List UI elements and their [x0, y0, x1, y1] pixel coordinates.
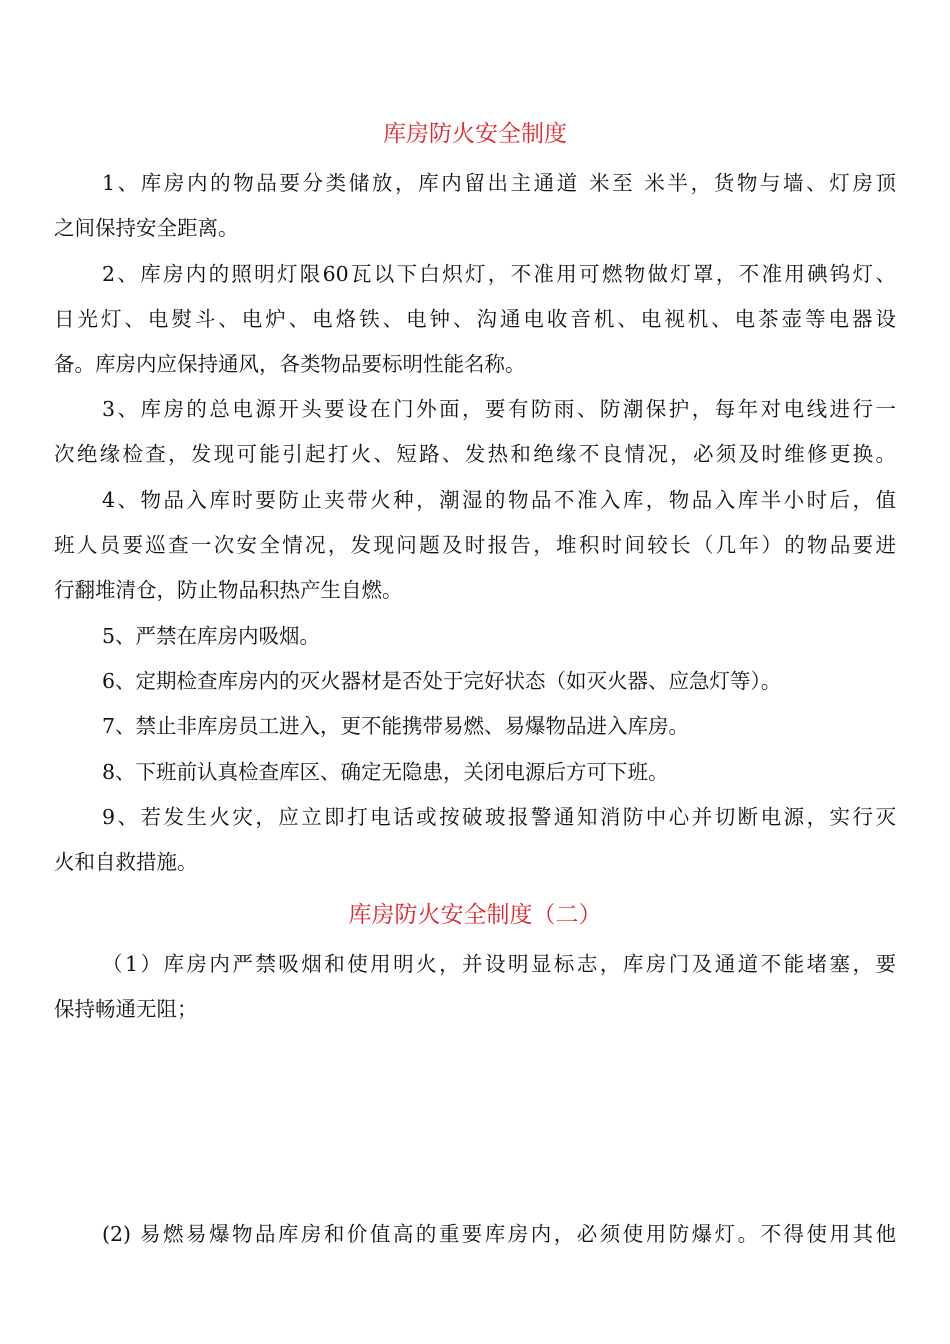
paragraph-1-line-2: 之间保持安全距离。: [54, 216, 239, 240]
paragraph-3-line-2: 次绝缘检查，发现可能引起打火、短路、发热和绝缘不良情况，必须及时维修更换。: [54, 442, 896, 466]
section-2-title: 库房防火安全制度（二）: [348, 902, 602, 928]
section-2-paragraph-1-line-1: （1）库房内严禁吸烟和使用明火，并设明显标志，库房门及通道不能堵塞，要: [102, 952, 896, 976]
paragraph-3-line-1: 3、库房的总电源开头要设在门外面，要有防雨、防潮保护，每年对电线进行一: [102, 397, 896, 421]
paragraph-7: 7、禁止非库房员工进入，更不能携带易燃、易爆物品进入库房。: [102, 714, 690, 738]
paragraph-6: 6、定期检查库房内的灭火器材是否处于完好状态（如灭火器、应急灯等）。: [102, 669, 782, 693]
paragraph-1-line-1: 1、库房内的物品要分类储放，库内留出主通道 米至 米半，货物与墙、灯房顶: [102, 171, 896, 195]
paragraph-2-line-2: 日光灯、电熨斗、电炉、电烙铁、电钟、沟通电收音机、电视机、电茶壶等电器设: [54, 307, 896, 331]
section-2-paragraph-1-line-2: 保持畅通无阻；: [54, 997, 198, 1021]
paragraph-8: 8、下班前认真检查库区、确定无隐患，关闭电源后方可下班。: [102, 760, 669, 784]
paragraph-4-line-2: 班人员要巡查一次安全情况，发现问题及时报告，堆积时间较长（几年）的物品要进: [54, 533, 896, 557]
paragraph-5: 5、严禁在库房内吸烟。: [102, 624, 321, 648]
document-title: 库房防火安全制度: [383, 121, 567, 147]
paragraph-4-line-1: 4、物品入库时要防止夹带火种，潮湿的物品不准入库，物品入库半小时后，值: [102, 488, 896, 512]
paragraph-2-line-3: 备。库房内应保持通风，各类物品要标明性能名称。: [54, 352, 526, 376]
paragraph-9-line-2: 火和自救措施。: [54, 850, 198, 874]
paragraph-2-line-1: 2、库房内的照明灯限60瓦以下白炽灯，不准用可燃物做灯罩，不准用碘钨灯、: [102, 262, 896, 286]
paragraph-4-line-3: 行翻堆清仓，防止物品积热产生自燃。: [54, 578, 403, 602]
section-2-paragraph-2-line-1: (2) 易燃易爆物品库房和价值高的重要库房内，必须使用防爆灯。不得使用其他: [102, 1222, 896, 1246]
paragraph-9-line-1: 9、若发生火灾，应立即打电话或按破玻报警通知消防中心并切断电源，实行灭: [102, 805, 896, 829]
